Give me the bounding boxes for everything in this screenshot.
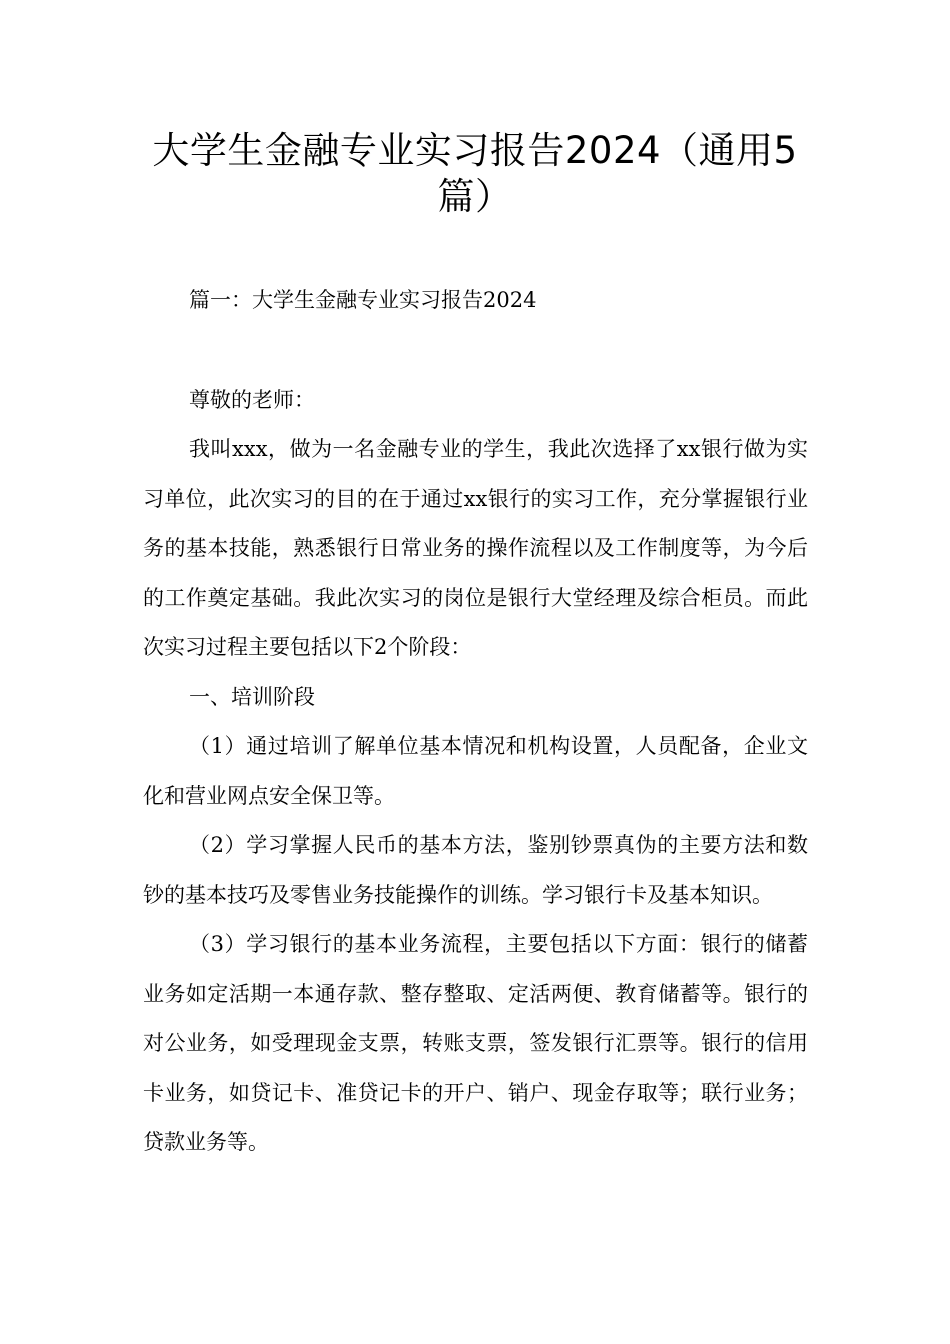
greeting-line: 尊敬的老师： xyxy=(189,388,315,412)
section-heading: 篇一：大学生金融专业实习报告2024 xyxy=(189,288,537,312)
body-paragraph: （2）学习掌握人民币的基本方法，鉴别钞票真伪的主要方法和数钞的基本技巧及零售业务技能操作的训练。学习银行卡及基本知识。 xyxy=(143,833,808,907)
body-paragraph: （3）学习银行的基本业务流程，主要包括以下方面：银行的储蓄业务如定活期一本通存款、整存整取、定活两便、教育储蓄等。银行的对公业务，如受理现金支票，转账支票，签发银行汇票等。银行的信用卡业务，如贷记卡、准贷记卡的开户、销户、现金存取等；联行业务；贷款业务等。 xyxy=(143,932,808,1154)
document-body xyxy=(143,425,808,1168)
document-title: 大学生金融专业实习报告2024（通用5篇） xyxy=(152,129,798,218)
body-paragraph: 我叫xxx，做为一名金融专业的学生，我此次选择了xx银行做为实习单位，此次实习的目的在于通过xx银行的实习工作，充分掌握银行业务的基本技能，熟悉银行日常业务的操作流程以及工作制度等，为今后的工作奠定基础。我此次实习的岗位是银行大堂经理及综合柜员。而此次实习过程主要包括以下2个阶段： xyxy=(143,437,808,659)
subsection-heading: 一、培训阶段 xyxy=(189,684,315,709)
body-paragraph: （1）通过培训了解单位基本情况和机构设置，人员配备，企业文化和营业网点安全保卫等。 xyxy=(143,734,808,808)
